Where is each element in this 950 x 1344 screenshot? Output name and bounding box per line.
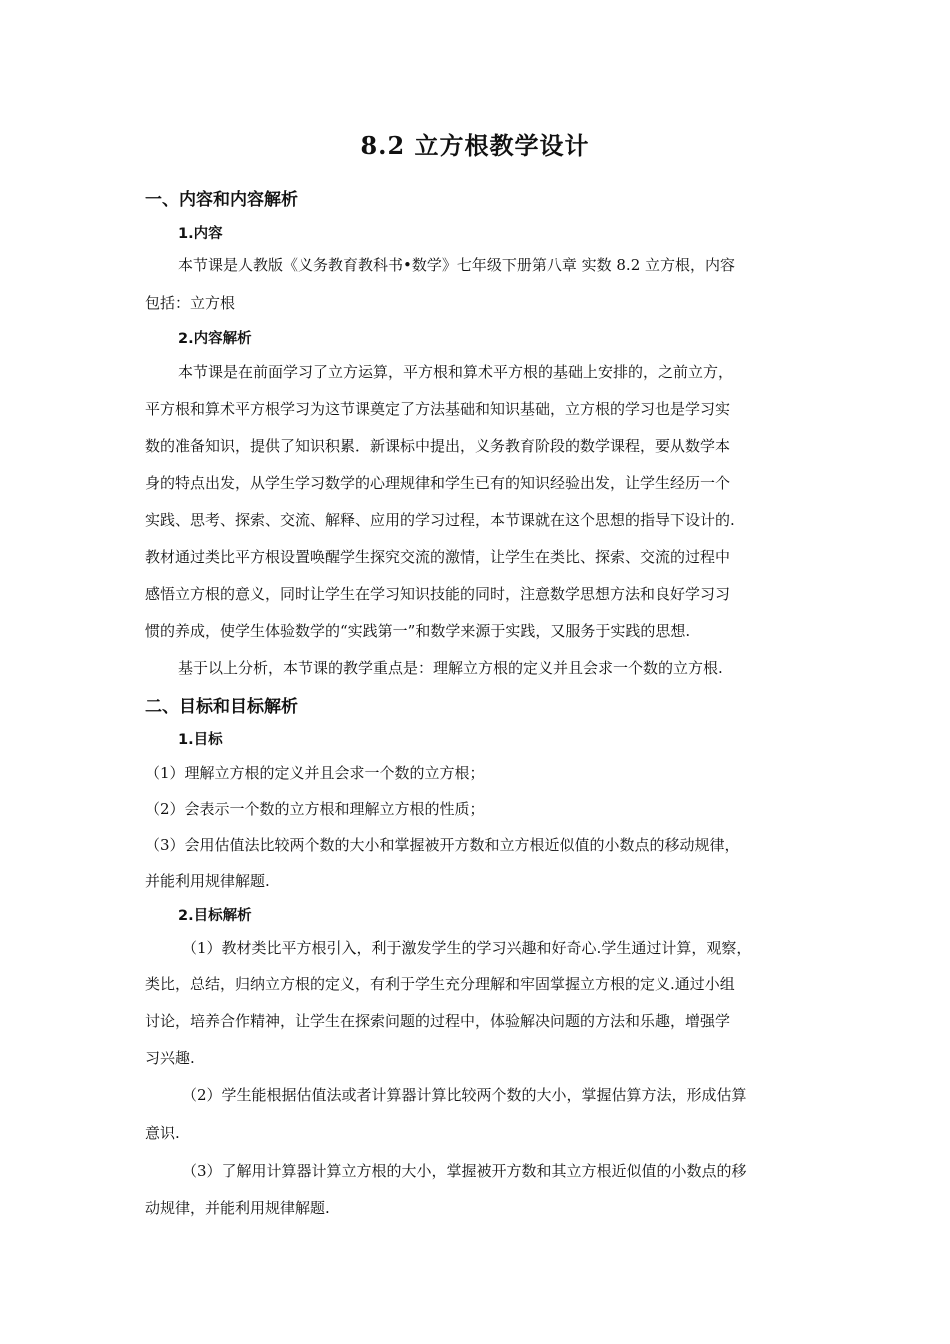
paragraph-line: 包括：立方根	[145, 294, 236, 312]
paragraph-line: 意识.	[145, 1124, 180, 1142]
paragraph-line: 身的特点出发，从学生学习数学的心理规律和学生已有的知识经验出发，让学生经历一个	[145, 474, 731, 492]
paragraph-line: 感悟立方根的意义，同时让学生在学习知识技能的同时，注意数学思想方法和良好学习习	[145, 585, 731, 603]
paragraph-line: 讨论，培养合作精神，让学生在探索问题的过程中，体验解决问题的方法和乐趣，增强学	[145, 1012, 731, 1030]
paragraph-line: 实践、思考、探索、交流、解释、应用的学习过程，本节课就在这个思想的指导下设计的.	[145, 511, 735, 529]
paragraph-line: 数的准备知识，提供了知识积累．新课标中提出，义务教育阶段的数学课程，要从数学本	[145, 437, 731, 455]
subheading-content-analysis: 2.内容解析	[178, 331, 252, 347]
goal-item-continuation: 并能利用规律解题.	[145, 872, 270, 890]
subheading-goals: 1.目标	[178, 732, 223, 748]
paragraph-line: 习兴趣.	[145, 1049, 195, 1067]
paragraph-line: 惯的养成，使学生体验数学的“实践第一”和数学来源于实践，又服务于实践的思想.	[145, 622, 691, 640]
paragraph-line: 类比，总结，归纳立方根的定义，有利于学生充分理解和牢固掌握立方根的定义.通过小组	[145, 975, 735, 993]
paragraph-line: （1）教材类比平方根引入，利于激发学生的学习兴趣和好奇心.学生通过计算，观察，	[182, 939, 752, 957]
page-title: 8.2 立方根教学设计	[360, 131, 590, 160]
subheading-content: 1.内容	[178, 226, 223, 242]
paragraph-line: 本节课是人教版《义务教育教科书•数学》七年级下册第八章 实数 8.2 立方根，内容	[178, 256, 736, 274]
goal-item: （2）会表示一个数的立方根和理解立方根的性质；	[145, 800, 485, 818]
paragraph-line: 本节课是在前面学习了立方运算，平方根和算术平方根的基础上安排的，之前立方，	[178, 363, 734, 381]
paragraph-line: 平方根和算术平方根学习为这节课奠定了方法基础和知识基础，立方根的学习也是学习实	[145, 400, 731, 418]
section-heading-goals: 二、目标和目标解析	[145, 697, 298, 717]
section-heading-content: 一、内容和内容解析	[145, 190, 298, 210]
paragraph-line: （3）了解用计算器计算立方根的大小，掌握被开方数和其立方根近似值的小数点的移	[182, 1162, 747, 1180]
paragraph-line: 教材通过类比平方根设置唤醒学生探究交流的激情，让学生在类比、探索、交流的过程中	[145, 548, 731, 566]
goal-item: （1）理解立方根的定义并且会求一个数的立方根；	[145, 764, 485, 782]
subheading-goal-analysis: 2.目标解析	[178, 908, 252, 924]
paragraph-line: （2）学生能根据估值法或者计算器计算比较两个数的大小，掌握估算方法，形成估算	[182, 1086, 747, 1104]
paragraph-line: 动规律，并能利用规律解题.	[145, 1199, 330, 1217]
paragraph-summary: 基于以上分析，本节课的教学重点是：理解立方根的定义并且会求一个数的立方根.	[178, 659, 723, 677]
goal-item: （3）会用估值法比较两个数的大小和掌握被开方数和立方根近似值的小数点的移动规律，	[145, 836, 740, 854]
